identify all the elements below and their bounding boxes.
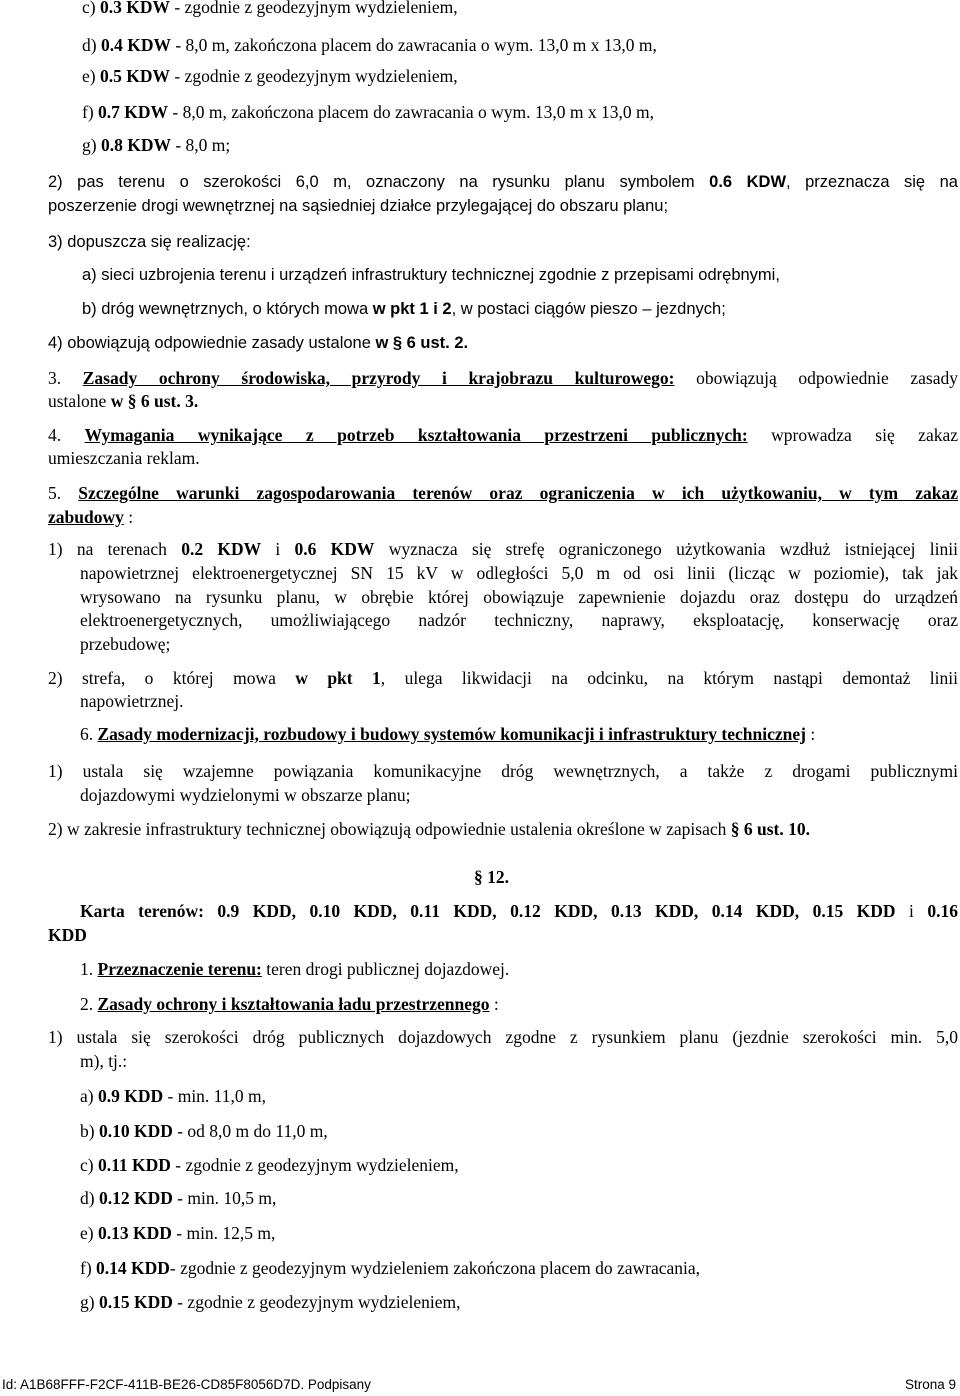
karta-point-2: 2. Zasady ochrony i kształtowania ładu przestrzennego : [80,994,499,1014]
section-5-point-1-line-3: wrysowano na rysunku planu, w obrębie której obowiązuje zapewnienie dojazdu oraz dostępu do urządzeń [80,587,958,607]
item-f-0-14-kdd: f) 0.14 KDD- zgodnie z geodezyjnym wydzieleniem zakończona placem do zawracania, [80,1258,701,1278]
point-3: 3) dopuszcza się realizację: [48,233,251,251]
point-3a: a) sieci uzbrojenia terenu i urządzeń infrastruktury technicznej zgodnie z przepisami odrębnymi, [82,266,780,284]
item-d-0-4-kdw: d) 0.4 KDW - 8,0 m, zakończona placem do zawracania o wym. 13,0 m x 13,0 m, [82,35,657,55]
section-4-line-2: umieszczania reklam. [48,448,200,468]
item-d-0-12-kdd: d) 0.12 KDD - min. 10,5 m, [80,1188,277,1208]
section-5-point-1-line-2: napowietrznej elektroenergetycznej SN 15 kV w odległości 5,0 m od osi linii (licząc w poziomie), tak jak [80,563,958,583]
section-5-point-1-line-1: 1) na terenach 0.2 KDW i 0.6 KDW wyznacza się strefę ograniczonego użytkowania wzdłuż istniejącej linii [48,539,959,559]
section-6-heading: 6. Zasady modernizacji, rozbudowy i budowy systemów komunikacji i infrastruktury technicznej : [80,724,816,744]
karta-point-2-1-line-2: m), tj.: [80,1051,128,1071]
document-id: Id: A1B68FFF-F2CF-411B-BE26-CD85F8056D7D. Podpisany [2,1377,371,1392]
item-g-0-15-kdd: g) 0.15 KDD - zgodnie z geodezyjnym wydzieleniem, [80,1292,461,1312]
item-b-0-10-kdd: b) 0.10 KDD - od 8,0 m do 11,0 m, [80,1121,328,1141]
point-2-line-1: 2) pas terenu o szerokości 6,0 m, oznaczony na rysunku planu symbolem 0.6 KDW, przeznacza się na [48,173,958,191]
section-6-point-2: 2) w zakresie infrastruktury technicznej obowiązują odpowiednie ustalenia określone w zapisach § 6 ust. 10. [48,819,810,839]
item-g-0-8-kdw: g) 0.8 KDW - 8,0 m; [82,135,231,155]
point-3b: b) dróg wewnętrznych, o których mowa w pkt 1 i 2, w postaci ciągów pieszo – jezdnych; [82,300,726,318]
item-f-0-7-kdw: f) 0.7 KDW - 8,0 m, zakończona placem do zawracania o wym. 13,0 m x 13,0 m, [82,102,654,122]
page-number: Strona 9 [904,1377,956,1392]
item-e-0-13-kdd: e) 0.13 KDD - min. 12,5 m, [80,1223,276,1243]
section-5-heading-line-2: zabudowy : [48,507,134,527]
page-footer [2,1376,956,1394]
item-c-0-3-kdw: c) 0.3 KDW - zgodnie z geodezyjnym wydzieleniem, [82,0,458,17]
karta-terenow-line-1: Karta terenów: 0.9 KDD, 0.10 KDD, 0.11 KDD, 0.12 KDD, 0.13 KDD, 0.14 KDD, 0.15 KDD i 0.16 [80,901,958,921]
section-6-point-1-line-2: dojazdowymi wydzielonymi w obszarze planu; [80,785,411,805]
point-4: 4) obowiązują odpowiednie zasady ustalone w § 6 ust. 2. [48,334,469,352]
section-6-point-1-line-1: 1) ustala się wzajemne powiązania komunikacyjne dróg wewnętrznych, a także z drogami publicznymi [48,761,958,781]
section-5-point-2-line-2: napowietrznej. [80,691,184,711]
item-a-0-9-kdd: a) 0.9 KDD - min. 11,0 m, [80,1086,267,1106]
karta-terenow-line-2: KDD [48,925,87,945]
section-3-line-2: ustalone w § 6 ust. 3. [48,391,199,411]
karta-point-1: 1. Przeznaczenie terenu: teren drogi publicznej dojazdowej. [80,959,510,979]
section-3-line-1: 3. Zasady ochrony środowiska, przyrody i krajobrazu kulturowego: obowiązują odpowiednie zasady [48,368,958,388]
item-c-0-11-kdd: c) 0.11 KDD - zgodnie z geodezyjnym wydzieleniem, [80,1155,459,1175]
karta-point-2-1-line-1: 1) ustala się szerokości dróg publicznych dojazdowych zgodne z rysunkiem planu (jezdnie szerokości min. 5,0 [48,1027,958,1047]
point-2-line-2: poszerzenie drogi wewnętrznej na sąsiedniej działce przylegającej do obszaru planu; [48,197,669,215]
section-5-point-2-line-1: 2) strefa, o której mowa w pkt 1, ulega likwidacji na odcinku, na którym nastąpi demontaż linii [48,668,958,688]
section-4-line-1: 4. Wymagania wynikające z potrzeb kształtowania przestrzeni publicznych: wprowadza się zakaz [48,425,958,445]
section-5-point-1-line-5: przebudowę; [80,634,171,654]
section-5-point-1-line-4: elektroenergetycznych, umożliwiającego nadzór techniczny, naprawy, eksploatację, konserwację oraz [80,610,958,630]
paragraph-12-heading: § 12. [474,867,509,887]
section-5-heading: 5. Szczególne warunki zagospodarowania terenów oraz ograniczenia w ich użytkowaniu, w tym zakaz [48,483,959,503]
item-e-0-5-kdw: e) 0.5 KDW - zgodnie z geodezyjnym wydzieleniem, [82,66,458,86]
